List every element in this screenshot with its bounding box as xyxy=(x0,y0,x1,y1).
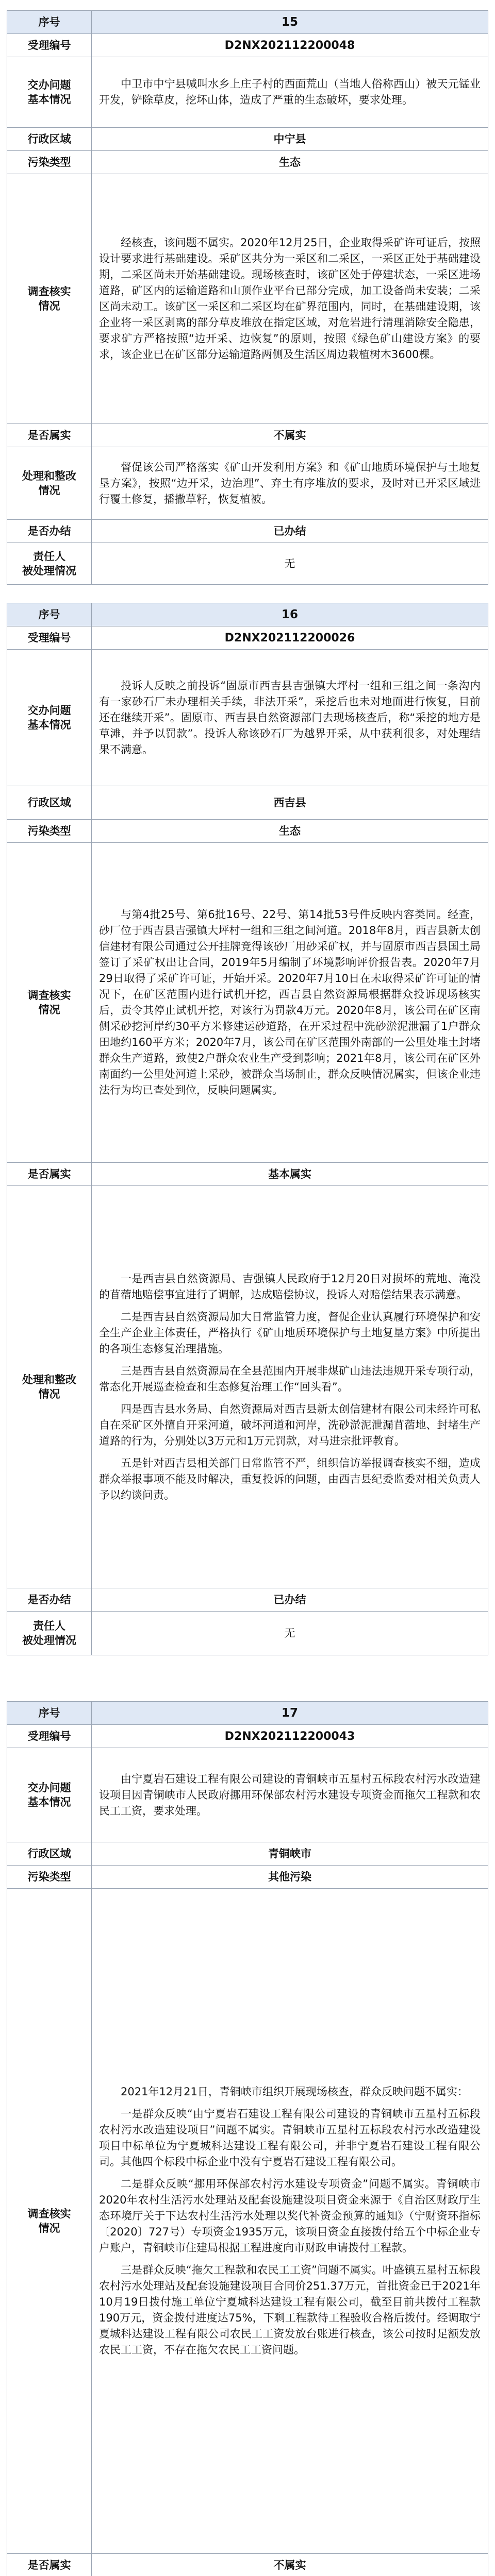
pollution-row xyxy=(7,819,488,842)
handle-item-3: 三是西吉县自然资源局在全县范围内开展非煤矿山违法违规开采专项行动，常态化开展巡查检查和生态修复治理工作“回头看”。 xyxy=(99,1364,481,1393)
code-row xyxy=(7,33,488,57)
check-row xyxy=(7,1888,488,2553)
handle-text: 督促该公司严格落实《矿山开发利用方案》和《矿山地质环境保护与土地复垦方案》，按照“边开采，边治理”、弃土有序堆放的要求，及时对已开采区域进行覆土修复，播撒草籽，恢复植被。 xyxy=(99,461,481,505)
code-value: D2NX202112200048 xyxy=(224,39,355,52)
region-value: 青铜峡市 xyxy=(268,1847,311,1860)
handle-item-1: 一是西吉县自然资源局、吉强镇人民政府于12月20日对损坏的荒地、淹没的苜蓿地赔偿事宜进行了调解，达成赔偿协议，投诉人对赔偿结果表示满意。 xyxy=(99,1272,481,1301)
seq-value: 16 xyxy=(92,603,488,626)
code-value: D2NX202112200026 xyxy=(224,631,355,645)
is-true-label: 是否属实 xyxy=(7,424,92,447)
pollution-row xyxy=(7,1865,488,1888)
seq-row xyxy=(7,11,488,33)
basic-text: 投诉人反映之前投诉“固原市西吉县吉强镇大坪村一组和三组之间一条沟内有一家砂石厂未办理相关手续，非法开采”，采挖后也未对地面进行恢复，目前还在继续开采”。固原市、西吉县自然资源部门去现场核查后，称“采挖的地方是草滩，并予以罚款”。投诉人称该砂石厂为越界开采，从中获利很多，对处理结果不满意。 xyxy=(99,679,481,756)
code-label: 受理编号 xyxy=(7,626,92,649)
region-label: 行政区域 xyxy=(7,128,92,150)
is-true-row xyxy=(7,1162,488,1185)
region-row xyxy=(7,786,488,819)
code-label: 受理编号 xyxy=(7,1725,92,1748)
accountability-value: 无 xyxy=(284,1626,295,1639)
is-true-value: 不属实 xyxy=(273,429,306,442)
handle-value xyxy=(92,1186,488,1588)
done-label: 是否办结 xyxy=(7,520,92,543)
seq-label: 序号 xyxy=(7,11,92,33)
basic-text: 由宁夏岩石建设工程有限公司建设的青铜峡市五星村五标段农村污水改造建设项目因青铜峡市人民政府挪用环保部农村污水建设专项资金而拖欠工程款和农民工工资，要求处理。 xyxy=(99,1772,481,1817)
region-row xyxy=(7,1842,488,1865)
seq-value: 15 xyxy=(92,11,488,33)
check-item-1: 2021年12月21日，青铜峡市组织开展现场核查，群众反映问题不属实： xyxy=(121,2086,468,2098)
case-card-16 xyxy=(7,603,488,1655)
check-value xyxy=(92,174,488,423)
handle-item-4: 四是西吉县水务局、自然资源局对西吉县新太创信建材有限公司未经许可私自在采矿区外擅自开采河道，破坏河道和河岸，洗砂淤泥泄漏苜蓿地、封堵生产道路的行为，分别处以3万元和1万元罚款，对马进宗批评教育。 xyxy=(99,1402,481,1447)
region-value: 中宁县 xyxy=(273,132,306,145)
check-item-2: 一是群众反映“由宁夏岩石建设工程有限公司建设的青铜峡市五星村五标段农村污水改造建设项目”问题不属实。青铜峡市五星村五标段农村污水改造建设项目中标单位为宁夏城科达建设工程有限公司，并非宁夏岩石建设工程有限公司。其他四个标段中标企业中没有宁夏岩石建设工程有限公司。 xyxy=(99,2108,481,2168)
basic-value xyxy=(92,57,488,127)
seq-value: 17 xyxy=(92,1702,488,1724)
seq-label: 序号 xyxy=(7,1702,92,1724)
check-row xyxy=(7,842,488,1162)
check-label: 调查核实 情况 xyxy=(7,1889,92,2553)
check-value xyxy=(92,1889,488,2553)
done-row xyxy=(7,1588,488,1611)
code-row xyxy=(7,1724,488,1748)
is-true-label: 是否属实 xyxy=(7,2554,92,2576)
pollution-value: 其他污染 xyxy=(268,1870,311,1883)
is-true-row xyxy=(7,423,488,447)
basic-label: 交办问题 基本情况 xyxy=(7,57,92,127)
pollution-value: 生态 xyxy=(279,156,301,168)
region-value: 西吉县 xyxy=(273,796,306,809)
accountability-row xyxy=(7,1611,488,1655)
pollution-row xyxy=(7,150,488,174)
basic-row xyxy=(7,649,488,786)
seq-label: 序号 xyxy=(7,603,92,626)
is-true-label: 是否属实 xyxy=(7,1163,92,1185)
basic-value xyxy=(92,650,488,786)
case-card-15 xyxy=(7,10,488,585)
is-true-row xyxy=(7,2553,488,2576)
handle-value xyxy=(92,447,488,519)
is-true-value: 基本属实 xyxy=(268,1167,311,1180)
pollution-label: 污染类型 xyxy=(7,820,92,842)
check-text: 与第4批25号、第6批16号、22号、第14批53号件反映内容类同。经查，砂厂位于西吉县吉强镇大坪村一组和三组之间河道。2018年8月，西吉县新太创信建材有限公司通过公开挂牌竞得该砂厂用砂采矿权，并与固原市西吉县国土局签订了采矿权出让合同，2019年5月编制了环境影响评价报告表。2020年7月29日取得了采矿许可证，开始开采。2020年7月10日在未取得采矿许可证的情况下，在矿区范围内进行试机开挖，西吉县自然资源局根据群众投诉现场核实后，责令其停止试机开挖，对该行为罚款4万元。2020年8月，该公司在矿区南侧采砂挖河岸约30平方米修建运砂道路，在开采过程中洗砂淤泥泄漏了1户群众田地约160平方米；2020年7月，该公司在矿区范围外南部的一公里处堆土封堵群众生产道路，致使2户群众农业生产受到影响；2021年8月，该公司在矿区外南面约一公里处河道上采砂，被群众当场制止，群众反映情况属实，但该企业违法行为均已查处到位，反映问题属实。 xyxy=(99,908,481,1096)
done-value: 已办结 xyxy=(273,1593,306,1606)
case-card-17 xyxy=(7,1701,488,2576)
accountability-label: 责任人 被处理情况 xyxy=(7,1612,92,1655)
code-row xyxy=(7,626,488,649)
done-value: 已办结 xyxy=(273,524,306,537)
basic-label: 交办问题 基本情况 xyxy=(7,650,92,786)
handle-label: 处理和整改 情况 xyxy=(7,447,92,519)
check-item-3: 二是群众反映“挪用环保部农村污水建设专项资金”问题不属实。青铜峡市2020年农村生活污水处理站及配套设施建设项目资金来源于《自治区财政厅生态环境厅关于下达农村生活污水处理以奖代补资金预算的通知》（宁财资环指标〔2020〕727号）专项资金1935万元，该项目资金直接拨付给五个中标企业专户账户，青铜峡市住建局根据工程进度向市财政申请拨付工程款。 xyxy=(99,2178,481,2254)
check-item-4: 三是群众反映“拖欠工程款和农民工工资”问题不属实。叶盛镇五星村五标段农村污水处理站及配套设施建设项目合同价251.37万元，首批资金已于2021年10月19日拨付施工单位宁夏城科达建设工程有限公司，截至目前共拨付工程款190万元，资金拨付进度达75%，下剩工程款待工程验收合格后拨付。经调取宁夏城科达建设工程有限公司农民工工资发放台账进行核查，该公司按时足额发放农民工工资，不存在拖欠农民工工资问题。 xyxy=(99,2264,481,2356)
handle-row xyxy=(7,1185,488,1588)
accountability-row xyxy=(7,543,488,584)
pollution-label: 污染类型 xyxy=(7,1866,92,1888)
pollution-value: 生态 xyxy=(279,824,301,837)
is-true-value: 不属实 xyxy=(273,2558,306,2571)
region-row xyxy=(7,127,488,150)
basic-row xyxy=(7,57,488,127)
code-label: 受理编号 xyxy=(7,34,92,57)
seq-row xyxy=(7,1702,488,1724)
handle-row xyxy=(7,447,488,519)
basic-text: 中卫市中宁县喊叫水乡上庄子村的西面荒山（当地人俗称西山）被天元锰业开发，铲除草皮，挖坏山体，造成了严重的生态破坏，要求处理。 xyxy=(99,78,481,106)
basic-value xyxy=(92,1748,488,1842)
handle-label: 处理和整改 情况 xyxy=(7,1186,92,1588)
region-label: 行政区域 xyxy=(7,1842,92,1865)
accountability-value: 无 xyxy=(284,557,295,570)
done-label: 是否办结 xyxy=(7,1588,92,1611)
accountability-label: 责任人 被处理情况 xyxy=(7,543,92,584)
handle-item-2: 二是西吉县自然资源局加大日常监管力度，督促企业认真履行环境保护和安全生产企业主体责任，严格执行《矿山地质环境保护与土地复垦方案》中所提出的各项生态修复治理措施。 xyxy=(99,1310,481,1355)
check-label: 调查核实 情况 xyxy=(7,174,92,423)
basic-row xyxy=(7,1748,488,1842)
seq-row xyxy=(7,603,488,626)
region-label: 行政区域 xyxy=(7,786,92,819)
code-value: D2NX202112200043 xyxy=(224,1730,355,1743)
pollution-label: 污染类型 xyxy=(7,151,92,174)
check-text: 经核查，该问题不属实。2020年12月25日，企业取得采矿许可证后，按照设计要求进行基础建设。采矿区共分为一采区和二采区，一采区正处于基础建设期，二采区尚未开始基础建设。现场核查时，该矿区处于停建状态，一采区进场道路，矿区内的运输道路和山顶作业平台已部分完成，加工设备尚未安装；二采区尚未动工。该矿区一采区和二采区均在矿界范围内，同时，在基础建设期，该企业将一采区剥离的部分草皮堆放在指定区域，对危岩进行清理消除安全隐患，要求矿方严格按照“边开采、边恢复”的原则，按照《绿色矿山建设方案》的要求，该企业已在矿区部分运输道路两侧及生活区周边栽植树木3600棵。 xyxy=(99,236,481,361)
handle-item-5: 五是针对西吉县相关部门日常监管不严，组织信访举报调查核实不细，造成群众举报事项不能及时解决，重复投诉的问题，由西吉县纪委监委对相关负责人予以约谈问责。 xyxy=(99,1456,481,1501)
basic-label: 交办问题 基本情况 xyxy=(7,1748,92,1842)
check-value xyxy=(92,843,488,1162)
done-row xyxy=(7,519,488,543)
check-label: 调查核实 情况 xyxy=(7,843,92,1162)
check-row xyxy=(7,174,488,423)
